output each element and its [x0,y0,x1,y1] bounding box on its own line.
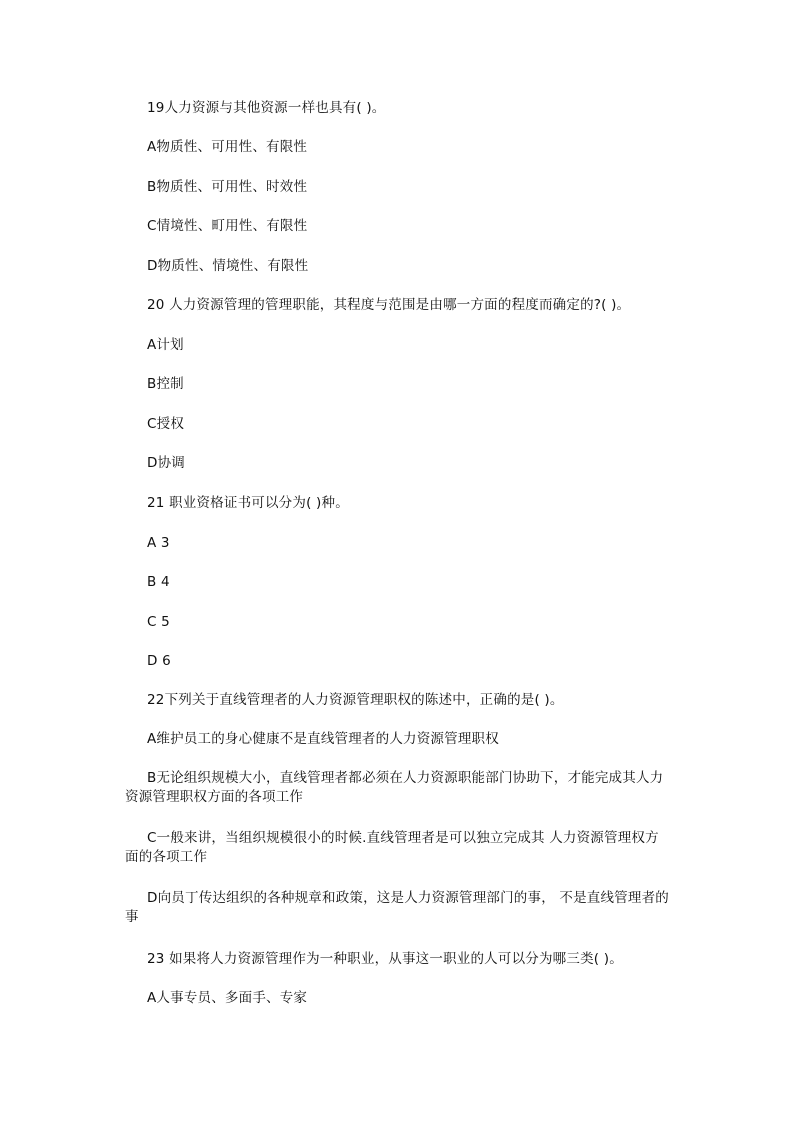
q20-option-c: C授权 [147,416,185,432]
q19-option-d: D物质性、情境性、有限性 [147,258,309,274]
question-23: 23 如果将人力资源管理作为一种职业，从事这一职业的人可以分为哪三类( )。 [147,951,623,967]
question-20: 20 人力资源管理的管理职能，其程度与范围是由哪一方面的程度而确定的?( )。 [147,297,631,313]
q19-option-c: C情境性、町用性、有限性 [147,218,308,234]
q23-option-a: A人事专员、多面手、专家 [147,990,308,1006]
q20-option-d: D协调 [147,455,185,471]
q19-option-a: A物质性、可用性、有限性 [147,139,308,155]
q21-option-d: D 6 [147,653,171,669]
q20-option-a: A计划 [147,337,184,353]
q21-option-c: C 5 [147,614,170,630]
q20-option-b: B控制 [147,376,184,392]
q22-option-a: A维护员工的身心健康不是直线管理者的人力资源管理职权 [147,731,499,747]
question-22: 22下列关于直线管理者的人力资源管理职权的陈述中，正确的是( )。 [147,692,564,708]
question-21: 21 职业资格证书可以分为( )种。 [147,495,349,511]
q22-option-d: D向员丁传达组织的各种规章和政策，这是人力资源管理部门的事， 不是直线管理者的事 [125,890,669,925]
q21-option-b: B 4 [147,574,170,590]
q22-option-c: C一般来讲，当组织规模很小的时候.直线管理者是可以独立完成其 人力资源管理权方面的各项工作 [125,830,659,865]
q19-option-b: B物质性、可用性、时效性 [147,179,308,195]
question-19: 19人力资源与其他资源一样也具有( )。 [147,100,386,116]
q22-option-b: B无论组织规模大小，直线管理者都必须在人力资源职能部门协助下，才能完成其人力资源管理职权方面的各项工作 [125,770,664,805]
q21-option-a: A 3 [147,535,170,551]
